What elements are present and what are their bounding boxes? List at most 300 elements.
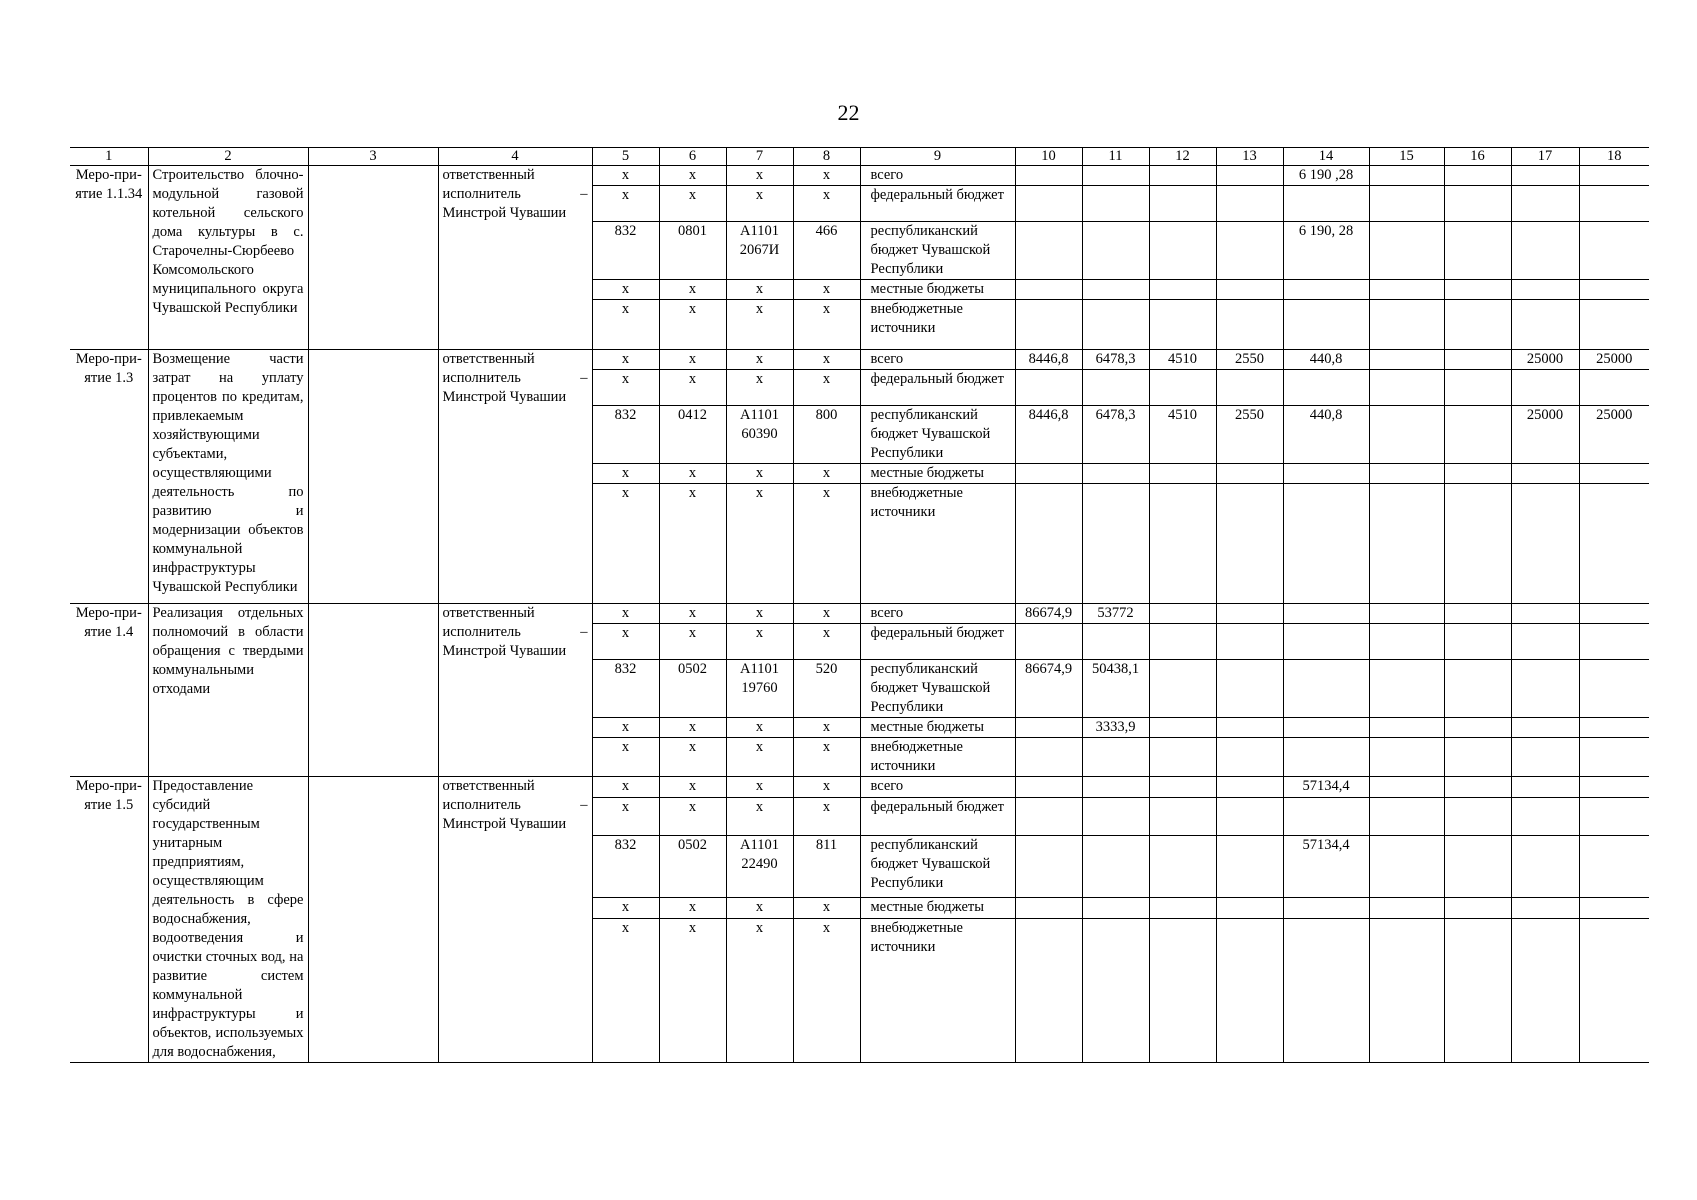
amount-col-10 [1015, 300, 1082, 350]
table-row [70, 777, 1649, 798]
amount-col-11 [1082, 484, 1149, 604]
budget-code-c8: x [793, 624, 860, 660]
amount-col-17 [1511, 484, 1579, 604]
funding-source-cell: федеральный бюджет [860, 186, 1015, 222]
column-3-cell [308, 777, 438, 1063]
amount-col-11 [1082, 186, 1149, 222]
budget-code-c7: А1101 19760 [726, 660, 793, 718]
amount-col-13 [1216, 738, 1283, 777]
amount-col-14 [1283, 624, 1369, 660]
amount-col-13 [1216, 798, 1283, 836]
amount-col-14: 440,8 [1283, 350, 1369, 370]
header-row [70, 148, 1649, 166]
budget-code-c5: x [592, 604, 659, 624]
amount-col-16 [1444, 484, 1511, 604]
amount-col-16 [1444, 604, 1511, 624]
event-type-cell: Меро-при-ятие 1.5 [70, 777, 148, 1063]
budget-code-c6: x [659, 918, 726, 1062]
amount-col-10 [1015, 624, 1082, 660]
funding-source-cell: внебюджетные источники [860, 918, 1015, 1062]
funding-source-cell: всего [860, 350, 1015, 370]
budget-code-c8: x [793, 280, 860, 300]
budget-code-c8: 811 [793, 836, 860, 897]
amount-col-17 [1511, 370, 1579, 406]
budget-code-c7: x [726, 484, 793, 604]
column-3-cell [308, 166, 438, 350]
amount-col-14 [1283, 484, 1369, 604]
event-name-cell: Строительство блочно-модульной газовой котельной сельского дома культуры в с. Старочелны-Сюрбеево Комсомольского муниципального округа Чувашской Республики [148, 166, 308, 350]
amount-col-10 [1015, 897, 1082, 918]
amount-col-15 [1369, 624, 1444, 660]
amount-col-12 [1149, 166, 1216, 186]
amount-col-17 [1511, 186, 1579, 222]
amount-col-12 [1149, 738, 1216, 777]
budget-code-c7: А1101 2067И [726, 222, 793, 280]
budget-code-c8: x [793, 166, 860, 186]
budget-code-c5: 832 [592, 836, 659, 897]
amount-col-16 [1444, 624, 1511, 660]
amount-col-12 [1149, 718, 1216, 738]
amount-col-14 [1283, 897, 1369, 918]
budget-code-c6: x [659, 604, 726, 624]
column-number-header: 16 [1444, 148, 1511, 166]
amount-col-15 [1369, 484, 1444, 604]
amount-col-11 [1082, 624, 1149, 660]
amount-col-15 [1369, 280, 1444, 300]
amount-col-14: 440,8 [1283, 406, 1369, 464]
amount-col-14 [1283, 918, 1369, 1062]
budget-code-c7: x [726, 798, 793, 836]
amount-col-13 [1216, 624, 1283, 660]
budget-code-c8: x [793, 350, 860, 370]
amount-col-18 [1579, 836, 1649, 897]
amount-col-10: 86674,9 [1015, 604, 1082, 624]
amount-col-11 [1082, 777, 1149, 798]
table-row [70, 604, 1649, 624]
budget-code-c8: x [793, 464, 860, 484]
amount-col-12 [1149, 624, 1216, 660]
budget-table [70, 147, 1649, 1063]
amount-col-10 [1015, 280, 1082, 300]
amount-col-10 [1015, 370, 1082, 406]
budget-code-c5: 832 [592, 406, 659, 464]
funding-source-cell: всего [860, 604, 1015, 624]
funding-source-cell: федеральный бюджет [860, 624, 1015, 660]
column-number-header: 14 [1283, 148, 1369, 166]
amount-col-14 [1283, 798, 1369, 836]
amount-col-16 [1444, 370, 1511, 406]
amount-col-15 [1369, 918, 1444, 1062]
amount-col-12 [1149, 604, 1216, 624]
amount-col-14 [1283, 280, 1369, 300]
budget-code-c7: x [726, 777, 793, 798]
amount-col-11 [1082, 836, 1149, 897]
budget-code-c8: x [793, 300, 860, 350]
amount-col-13 [1216, 604, 1283, 624]
budget-code-c8: x [793, 897, 860, 918]
amount-col-18 [1579, 777, 1649, 798]
amount-col-18 [1579, 798, 1649, 836]
budget-code-c7: x [726, 604, 793, 624]
column-number-header: 2 [148, 148, 308, 166]
funding-source-cell: республиканский бюджет Чувашской Республики [860, 660, 1015, 718]
column-number-header: 11 [1082, 148, 1149, 166]
amount-col-13 [1216, 836, 1283, 897]
column-number-header: 18 [1579, 148, 1649, 166]
amount-col-12: 4510 [1149, 350, 1216, 370]
amount-col-17 [1511, 777, 1579, 798]
amount-col-18 [1579, 604, 1649, 624]
amount-col-12 [1149, 836, 1216, 897]
budget-code-c5: x [592, 280, 659, 300]
amount-col-16 [1444, 406, 1511, 464]
budget-code-c6: x [659, 186, 726, 222]
column-number-header: 17 [1511, 148, 1579, 166]
event-type-cell: Меро-при-ятие 1.3 [70, 350, 148, 604]
amount-col-16 [1444, 660, 1511, 718]
amount-col-15 [1369, 186, 1444, 222]
amount-col-18 [1579, 484, 1649, 604]
budget-code-c5: x [592, 897, 659, 918]
amount-col-15 [1369, 604, 1444, 624]
budget-code-c5: x [592, 918, 659, 1062]
budget-code-c7: x [726, 280, 793, 300]
funding-source-cell: местные бюджеты [860, 718, 1015, 738]
amount-col-16 [1444, 186, 1511, 222]
budget-code-c7: x [726, 918, 793, 1062]
event-type-cell: Меро-при-ятие 1.1.34 [70, 166, 148, 350]
column-number-header: 3 [308, 148, 438, 166]
funding-source-cell: местные бюджеты [860, 464, 1015, 484]
amount-col-10 [1015, 464, 1082, 484]
amount-col-12 [1149, 370, 1216, 406]
amount-col-17 [1511, 836, 1579, 897]
page-number: 22 [837, 100, 860, 125]
amount-col-17 [1511, 222, 1579, 280]
funding-source-cell: федеральный бюджет [860, 798, 1015, 836]
amount-col-18: 25000 [1579, 406, 1649, 464]
executor-cell: ответственный исполнитель – Минстрой Чувашии [438, 166, 592, 350]
amount-col-15 [1369, 222, 1444, 280]
budget-code-c7: x [726, 370, 793, 406]
amount-col-11 [1082, 798, 1149, 836]
column-number-header: 9 [860, 148, 1015, 166]
amount-col-17 [1511, 300, 1579, 350]
budget-code-c8: x [793, 777, 860, 798]
budget-code-c5: x [592, 166, 659, 186]
funding-source-cell: республиканский бюджет Чувашской Республики [860, 836, 1015, 897]
budget-code-c6: x [659, 897, 726, 918]
amount-col-13 [1216, 166, 1283, 186]
budget-code-c6: x [659, 624, 726, 660]
amount-col-14 [1283, 186, 1369, 222]
amount-col-18 [1579, 624, 1649, 660]
amount-col-11 [1082, 222, 1149, 280]
funding-source-cell: всего [860, 777, 1015, 798]
amount-col-16 [1444, 798, 1511, 836]
amount-col-16 [1444, 836, 1511, 897]
budget-code-c8: x [793, 738, 860, 777]
amount-col-13 [1216, 918, 1283, 1062]
amount-col-13 [1216, 660, 1283, 718]
funding-source-cell: внебюджетные источники [860, 738, 1015, 777]
column-number-header: 13 [1216, 148, 1283, 166]
amount-col-15 [1369, 738, 1444, 777]
amount-col-15 [1369, 836, 1444, 897]
amount-col-11: 53772 [1082, 604, 1149, 624]
table-row [70, 166, 1649, 186]
amount-col-13 [1216, 484, 1283, 604]
amount-col-10 [1015, 484, 1082, 604]
amount-col-16 [1444, 300, 1511, 350]
amount-col-16 [1444, 280, 1511, 300]
amount-col-11 [1082, 166, 1149, 186]
budget-code-c5: x [592, 484, 659, 604]
column-3-cell [308, 604, 438, 777]
amount-col-13 [1216, 777, 1283, 798]
amount-col-13 [1216, 186, 1283, 222]
budget-code-c7: А1101 60390 [726, 406, 793, 464]
column-number-header: 8 [793, 148, 860, 166]
amount-col-18 [1579, 918, 1649, 1062]
amount-col-18 [1579, 222, 1649, 280]
amount-col-13 [1216, 300, 1283, 350]
amount-col-16 [1444, 350, 1511, 370]
amount-col-12 [1149, 777, 1216, 798]
budget-code-c8: 520 [793, 660, 860, 718]
amount-col-17 [1511, 280, 1579, 300]
amount-col-17 [1511, 464, 1579, 484]
funding-source-cell: внебюджетные источники [860, 484, 1015, 604]
budget-code-c6: x [659, 370, 726, 406]
budget-code-c5: 832 [592, 222, 659, 280]
amount-col-11: 6478,3 [1082, 350, 1149, 370]
amount-col-16 [1444, 918, 1511, 1062]
event-name-cell: Возмещение части затрат на уплату процентов по кредитам, привлекаемым хозяйствующими субъектами, осуществляющими деятельность по развитию и модернизации объектов коммунальной инфраструктуры Чувашской Республики [148, 350, 308, 604]
column-number-header: 15 [1369, 148, 1444, 166]
column-number-header: 1 [70, 148, 148, 166]
amount-col-14 [1283, 738, 1369, 777]
amount-col-12 [1149, 464, 1216, 484]
amount-col-15 [1369, 464, 1444, 484]
budget-code-c5: x [592, 738, 659, 777]
budget-code-c7: x [726, 624, 793, 660]
event-type-cell: Меро-при-ятие 1.4 [70, 604, 148, 777]
amount-col-17: 25000 [1511, 406, 1579, 464]
amount-col-11 [1082, 918, 1149, 1062]
executor-cell: ответственный исполнитель – Минстрой Чувашии [438, 350, 592, 604]
budget-code-c7: x [726, 718, 793, 738]
amount-col-16 [1444, 464, 1511, 484]
amount-col-16 [1444, 166, 1511, 186]
amount-col-14 [1283, 718, 1369, 738]
column-number-header: 4 [438, 148, 592, 166]
amount-col-12 [1149, 280, 1216, 300]
budget-code-c5: x [592, 624, 659, 660]
amount-col-10: 8446,8 [1015, 406, 1082, 464]
budget-code-c7: x [726, 350, 793, 370]
budget-code-c6: x [659, 350, 726, 370]
amount-col-14: 57134,4 [1283, 836, 1369, 897]
budget-code-c7: x [726, 464, 793, 484]
column-number-header: 7 [726, 148, 793, 166]
amount-col-14: 6 190, 28 [1283, 222, 1369, 280]
budget-code-c5: x [592, 464, 659, 484]
amount-col-14 [1283, 464, 1369, 484]
amount-col-17 [1511, 660, 1579, 718]
budget-code-c6: x [659, 484, 726, 604]
budget-code-c6: x [659, 300, 726, 350]
budget-code-c8: x [793, 604, 860, 624]
budget-code-c8: 466 [793, 222, 860, 280]
amount-col-12 [1149, 660, 1216, 718]
amount-col-10 [1015, 718, 1082, 738]
budget-code-c6: 0502 [659, 660, 726, 718]
executor-cell: ответственный исполнитель – Минстрой Чувашии [438, 604, 592, 777]
amount-col-15 [1369, 350, 1444, 370]
budget-code-c6: x [659, 718, 726, 738]
amount-col-12 [1149, 798, 1216, 836]
budget-code-c5: x [592, 798, 659, 836]
funding-source-cell: местные бюджеты [860, 280, 1015, 300]
budget-code-c6: x [659, 798, 726, 836]
amount-col-12: 4510 [1149, 406, 1216, 464]
funding-source-cell: республиканский бюджет Чувашской Республики [860, 222, 1015, 280]
amount-col-18 [1579, 280, 1649, 300]
amount-col-15 [1369, 370, 1444, 406]
amount-col-13 [1216, 280, 1283, 300]
budget-code-c6: 0801 [659, 222, 726, 280]
amount-col-15 [1369, 300, 1444, 350]
amount-col-17 [1511, 718, 1579, 738]
amount-col-18 [1579, 718, 1649, 738]
amount-col-12 [1149, 222, 1216, 280]
budget-code-c6: x [659, 464, 726, 484]
amount-col-10 [1015, 738, 1082, 777]
budget-code-c8: x [793, 186, 860, 222]
amount-col-13: 2550 [1216, 406, 1283, 464]
budget-code-c8: x [793, 798, 860, 836]
table-row [70, 350, 1649, 370]
funding-source-cell: всего [860, 166, 1015, 186]
amount-col-10 [1015, 798, 1082, 836]
amount-col-15 [1369, 897, 1444, 918]
funding-source-cell: республиканский бюджет Чувашской Республики [860, 406, 1015, 464]
amount-col-11 [1082, 300, 1149, 350]
amount-col-15 [1369, 718, 1444, 738]
amount-col-17 [1511, 798, 1579, 836]
budget-code-c5: 832 [592, 660, 659, 718]
amount-col-11: 3333,9 [1082, 718, 1149, 738]
amount-col-12 [1149, 300, 1216, 350]
column-3-cell [308, 350, 438, 604]
amount-col-17 [1511, 918, 1579, 1062]
amount-col-11: 50438,1 [1082, 660, 1149, 718]
budget-code-c8: x [793, 370, 860, 406]
amount-col-10 [1015, 918, 1082, 1062]
amount-col-11: 6478,3 [1082, 406, 1149, 464]
budget-code-c7: x [726, 738, 793, 777]
amount-col-14 [1283, 300, 1369, 350]
amount-col-17 [1511, 897, 1579, 918]
amount-col-14 [1283, 370, 1369, 406]
funding-source-cell: внебюджетные источники [860, 300, 1015, 350]
budget-code-c6: 0412 [659, 406, 726, 464]
budget-code-c6: 0502 [659, 836, 726, 897]
event-name-cell: Реализация отдельных полномочий в области обращения с твердыми коммунальными отходами [148, 604, 308, 777]
amount-col-18 [1579, 738, 1649, 777]
amount-col-17: 25000 [1511, 350, 1579, 370]
column-number-header: 12 [1149, 148, 1216, 166]
budget-code-c6: x [659, 166, 726, 186]
amount-col-17 [1511, 624, 1579, 660]
amount-col-15 [1369, 798, 1444, 836]
executor-cell: ответственный исполнитель – Минстрой Чувашии [438, 777, 592, 1063]
amount-col-17 [1511, 738, 1579, 777]
budget-code-c5: x [592, 370, 659, 406]
budget-code-c5: x [592, 718, 659, 738]
funding-source-cell: федеральный бюджет [860, 370, 1015, 406]
budget-code-c8: x [793, 484, 860, 604]
amount-col-16 [1444, 222, 1511, 280]
budget-code-c7: x [726, 300, 793, 350]
budget-code-c5: x [592, 350, 659, 370]
amount-col-10 [1015, 222, 1082, 280]
amount-col-10 [1015, 166, 1082, 186]
amount-col-16 [1444, 718, 1511, 738]
amount-col-12 [1149, 186, 1216, 222]
amount-col-14 [1283, 660, 1369, 718]
amount-col-17 [1511, 604, 1579, 624]
amount-col-13 [1216, 718, 1283, 738]
amount-col-12 [1149, 897, 1216, 918]
amount-col-18 [1579, 186, 1649, 222]
amount-col-18 [1579, 464, 1649, 484]
amount-col-13 [1216, 464, 1283, 484]
budget-code-c8: x [793, 918, 860, 1062]
amount-col-17 [1511, 166, 1579, 186]
amount-col-11 [1082, 370, 1149, 406]
amount-col-12 [1149, 484, 1216, 604]
amount-col-18 [1579, 300, 1649, 350]
amount-col-16 [1444, 897, 1511, 918]
event-name-cell: Предоставление субсидий государственным унитарным предприятиям, осуществляющим деятельность в сфере водоснабжения, водоотведения и очистки сточных вод, на развитие систем коммунальной инфраструктуры и объектов, используемых для водоснабжения, [148, 777, 308, 1063]
amount-col-18 [1579, 166, 1649, 186]
budget-code-c5: x [592, 186, 659, 222]
budget-code-c7: x [726, 166, 793, 186]
amount-col-10: 86674,9 [1015, 660, 1082, 718]
amount-col-10 [1015, 777, 1082, 798]
budget-code-c7: x [726, 897, 793, 918]
amount-col-14 [1283, 604, 1369, 624]
amount-col-14: 57134,4 [1283, 777, 1369, 798]
amount-col-18: 25000 [1579, 350, 1649, 370]
budget-code-c6: x [659, 777, 726, 798]
amount-col-15 [1369, 660, 1444, 718]
budget-code-c8: 800 [793, 406, 860, 464]
amount-col-11 [1082, 738, 1149, 777]
amount-col-13 [1216, 370, 1283, 406]
amount-col-11 [1082, 280, 1149, 300]
column-number-header: 5 [592, 148, 659, 166]
amount-col-14: 6 190 ,28 [1283, 166, 1369, 186]
budget-code-c7: А1101 22490 [726, 836, 793, 897]
amount-col-11 [1082, 897, 1149, 918]
amount-col-18 [1579, 660, 1649, 718]
column-number-header: 10 [1015, 148, 1082, 166]
amount-col-16 [1444, 738, 1511, 777]
budget-code-c7: x [726, 186, 793, 222]
